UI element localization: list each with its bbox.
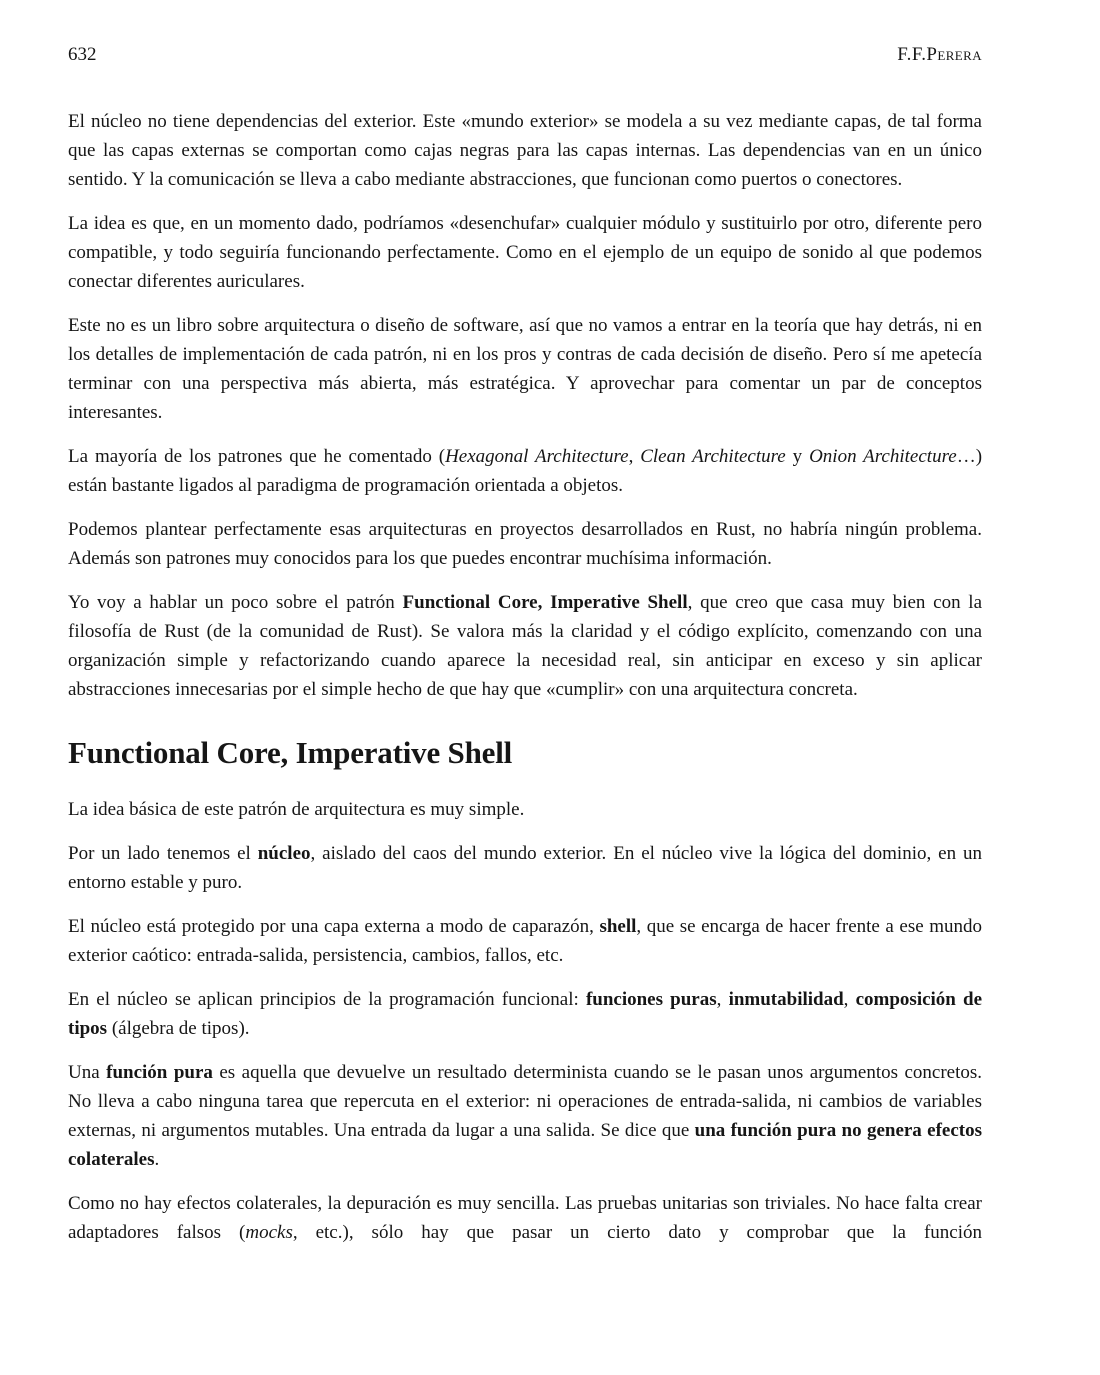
text-run: Podemos plantear perfectamente esas arquitecturas en proyectos desarrollados en Rust, no habría ningún problema. Además son patrones muy conocidos para los que puedes encontrar muchísima información. — [68, 518, 982, 569]
running-header-author: F.F.Perera — [897, 44, 982, 65]
text-run: …) están bastante ligados al paradigma de programación orientada a objetos. — [68, 445, 983, 496]
text-run: Functional Core, Imperative Shell — [402, 591, 688, 613]
text-run: Clean Architecture — [640, 445, 786, 467]
text-run: , etc.), sólo hay que pasar un cierto dato y comprobar que la función — [292, 1221, 983, 1243]
text-run: composición de tipos — [68, 988, 983, 1039]
text-run: inmutabilidad — [728, 988, 844, 1010]
text-run: , — [843, 988, 856, 1010]
paragraph — [68, 839, 982, 897]
paragraph — [68, 795, 982, 824]
text-run: La mayoría de los patrones que he comentado ( — [68, 445, 446, 467]
text-run: , — [716, 988, 729, 1010]
text-run: mocks — [245, 1221, 293, 1243]
text-run: Hexagonal Architecture — [445, 445, 629, 467]
text-run: , que creo que casa muy bien con la filosofía de Rust (de la comunidad de Rust). Se valora más la claridad y el código explícito, comenzando con una organización simple y refactorizando cuando aparece la necesidad real, sin anticipar en exceso y sin aplicar abstracciones innecesarias por el simple hecho de que hay que «cumplir» con una arquitectura concreta. — [68, 591, 983, 700]
text-run: El núcleo no tiene dependencias del exterior. Este «mundo exterior» se modela a su vez mediante capas, de tal forma que las capas externas se comportan como cajas negras para las capas internas. Las dependencias van en un único sentido. Y la comunicación se lleva a cabo mediante abstracciones, que funcionan como puertos o conectores. — [68, 110, 982, 190]
page-header — [68, 44, 982, 67]
paragraph — [68, 442, 982, 500]
text-run: La idea es que, en un momento dado, podríamos «desenchufar» cualquier módulo y sustituirlo por otro, diferente pero compatible, y todo seguiría funcionando perfectamente. Como en el ejemplo de un equipo de sonido al que podemos conectar diferentes auriculares. — [68, 212, 982, 292]
page-number: 632 — [68, 44, 97, 65]
text-run: es aquella que devuelve un resultado determinista cuando se le pasan unos argumentos concretos. No lleva a cabo ninguna tarea que repercuta en el exterior: ni operaciones de entrada-salida, ni cambios de variables externas, ni argumentos mutables. Una entrada da lugar a una salida. Se dice que — [68, 1061, 983, 1141]
paragraph — [68, 311, 982, 427]
text-run: Por un lado tenemos el — [68, 842, 258, 864]
text-run: En el núcleo se aplican principios de la programación funcional: — [68, 988, 586, 1010]
text-run: shell — [599, 915, 637, 937]
text-run: La idea básica de este patrón de arquitectura es muy simple. — [68, 798, 525, 820]
text-run: Como no hay efectos colaterales, la depuración es muy sencilla. Las pruebas unitarias son triviales. No hace falta crear adaptadores falsos ( — [68, 1192, 982, 1243]
text-run: Una — [68, 1061, 107, 1083]
text-run: núcleo — [257, 842, 311, 864]
paragraph — [68, 107, 982, 194]
paragraph — [68, 1058, 982, 1174]
paragraph — [68, 588, 982, 704]
text-run: , que se encarga de hacer frente a ese mundo exterior caótico: entrada-salida, persistencia, cambios, fallos, etc. — [68, 915, 982, 966]
text-run: Yo voy a hablar un poco sobre el patrón — [68, 591, 403, 613]
paragraph — [68, 515, 982, 573]
text-run: y — [785, 445, 810, 467]
paragraph — [68, 1189, 982, 1247]
text-run: (álgebra de tipos). — [107, 1017, 250, 1039]
text-run: Este no es un libro sobre arquitectura o diseño de software, así que no vamos a entrar en la teoría que hay detrás, ni en los detalles de implementación de cada patrón, ni en los pros y contras de cada decisión de diseño. Pero sí me apetecía terminar con una perspectiva más abierta, más estratégica. Y aprovechar para comentar un par de conceptos interesantes. — [68, 314, 982, 423]
text-run: funciones puras — [585, 988, 717, 1010]
text-run: una función pura no genera efectos colaterales — [68, 1119, 982, 1170]
text-run: Onion Architecture — [809, 445, 957, 467]
section-heading: Functional Core, Imperative Shell — [68, 734, 513, 770]
paragraph — [68, 912, 982, 970]
text-run: , aislado del caos del mundo exterior. En el núcleo vive la lógica del dominio, en un entorno estable y puro. — [68, 842, 982, 893]
paragraph — [68, 209, 982, 296]
text-run: función pura — [106, 1061, 213, 1083]
text-run: El núcleo está protegido por una capa externa a modo de caparazón, — [68, 915, 600, 937]
text-run: . — [154, 1148, 160, 1170]
text-run: , — [628, 445, 641, 467]
page-body — [68, 107, 982, 1247]
paragraph — [68, 985, 982, 1043]
